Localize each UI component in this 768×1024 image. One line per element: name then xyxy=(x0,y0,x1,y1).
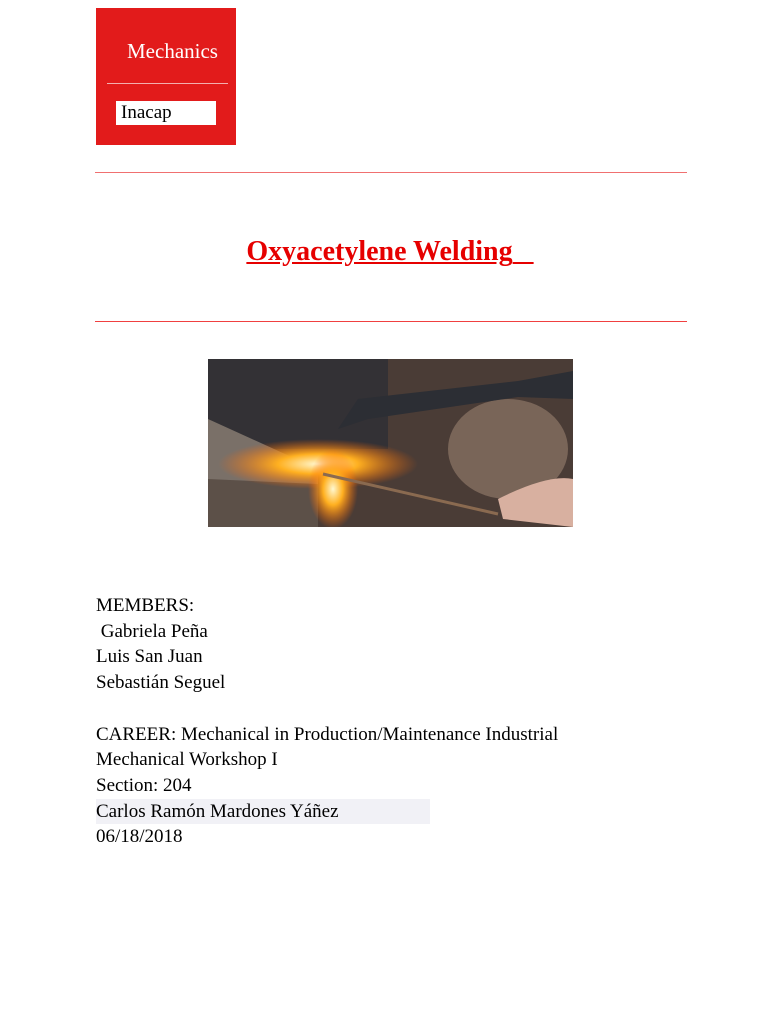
title-divider xyxy=(95,321,687,322)
document-title: Oxyacetylene Welding xyxy=(246,236,513,267)
logo-subtitle: Inacap xyxy=(116,101,216,125)
welding-photo xyxy=(208,359,573,527)
career: CAREER: Mechanical in Production/Maintenance Industrial xyxy=(96,723,559,745)
date: 06/18/2018 xyxy=(96,826,183,848)
member-name: Sebastián Seguel xyxy=(96,672,226,694)
logo-box xyxy=(96,8,236,145)
section: Section: 204 xyxy=(96,774,192,796)
top-divider xyxy=(95,172,687,173)
cover-info xyxy=(96,593,558,850)
teacher: Carlos Ramón Mardones Yáñez xyxy=(96,799,430,825)
member-name: Gabriela Peña xyxy=(96,620,208,642)
course: Mechanical Workshop I xyxy=(96,749,278,771)
logo-divider xyxy=(107,83,228,84)
logo-title: Mechanics xyxy=(127,39,218,63)
members-label: MEMBERS: xyxy=(96,595,195,616)
member-name: Luis San Juan xyxy=(96,646,203,668)
